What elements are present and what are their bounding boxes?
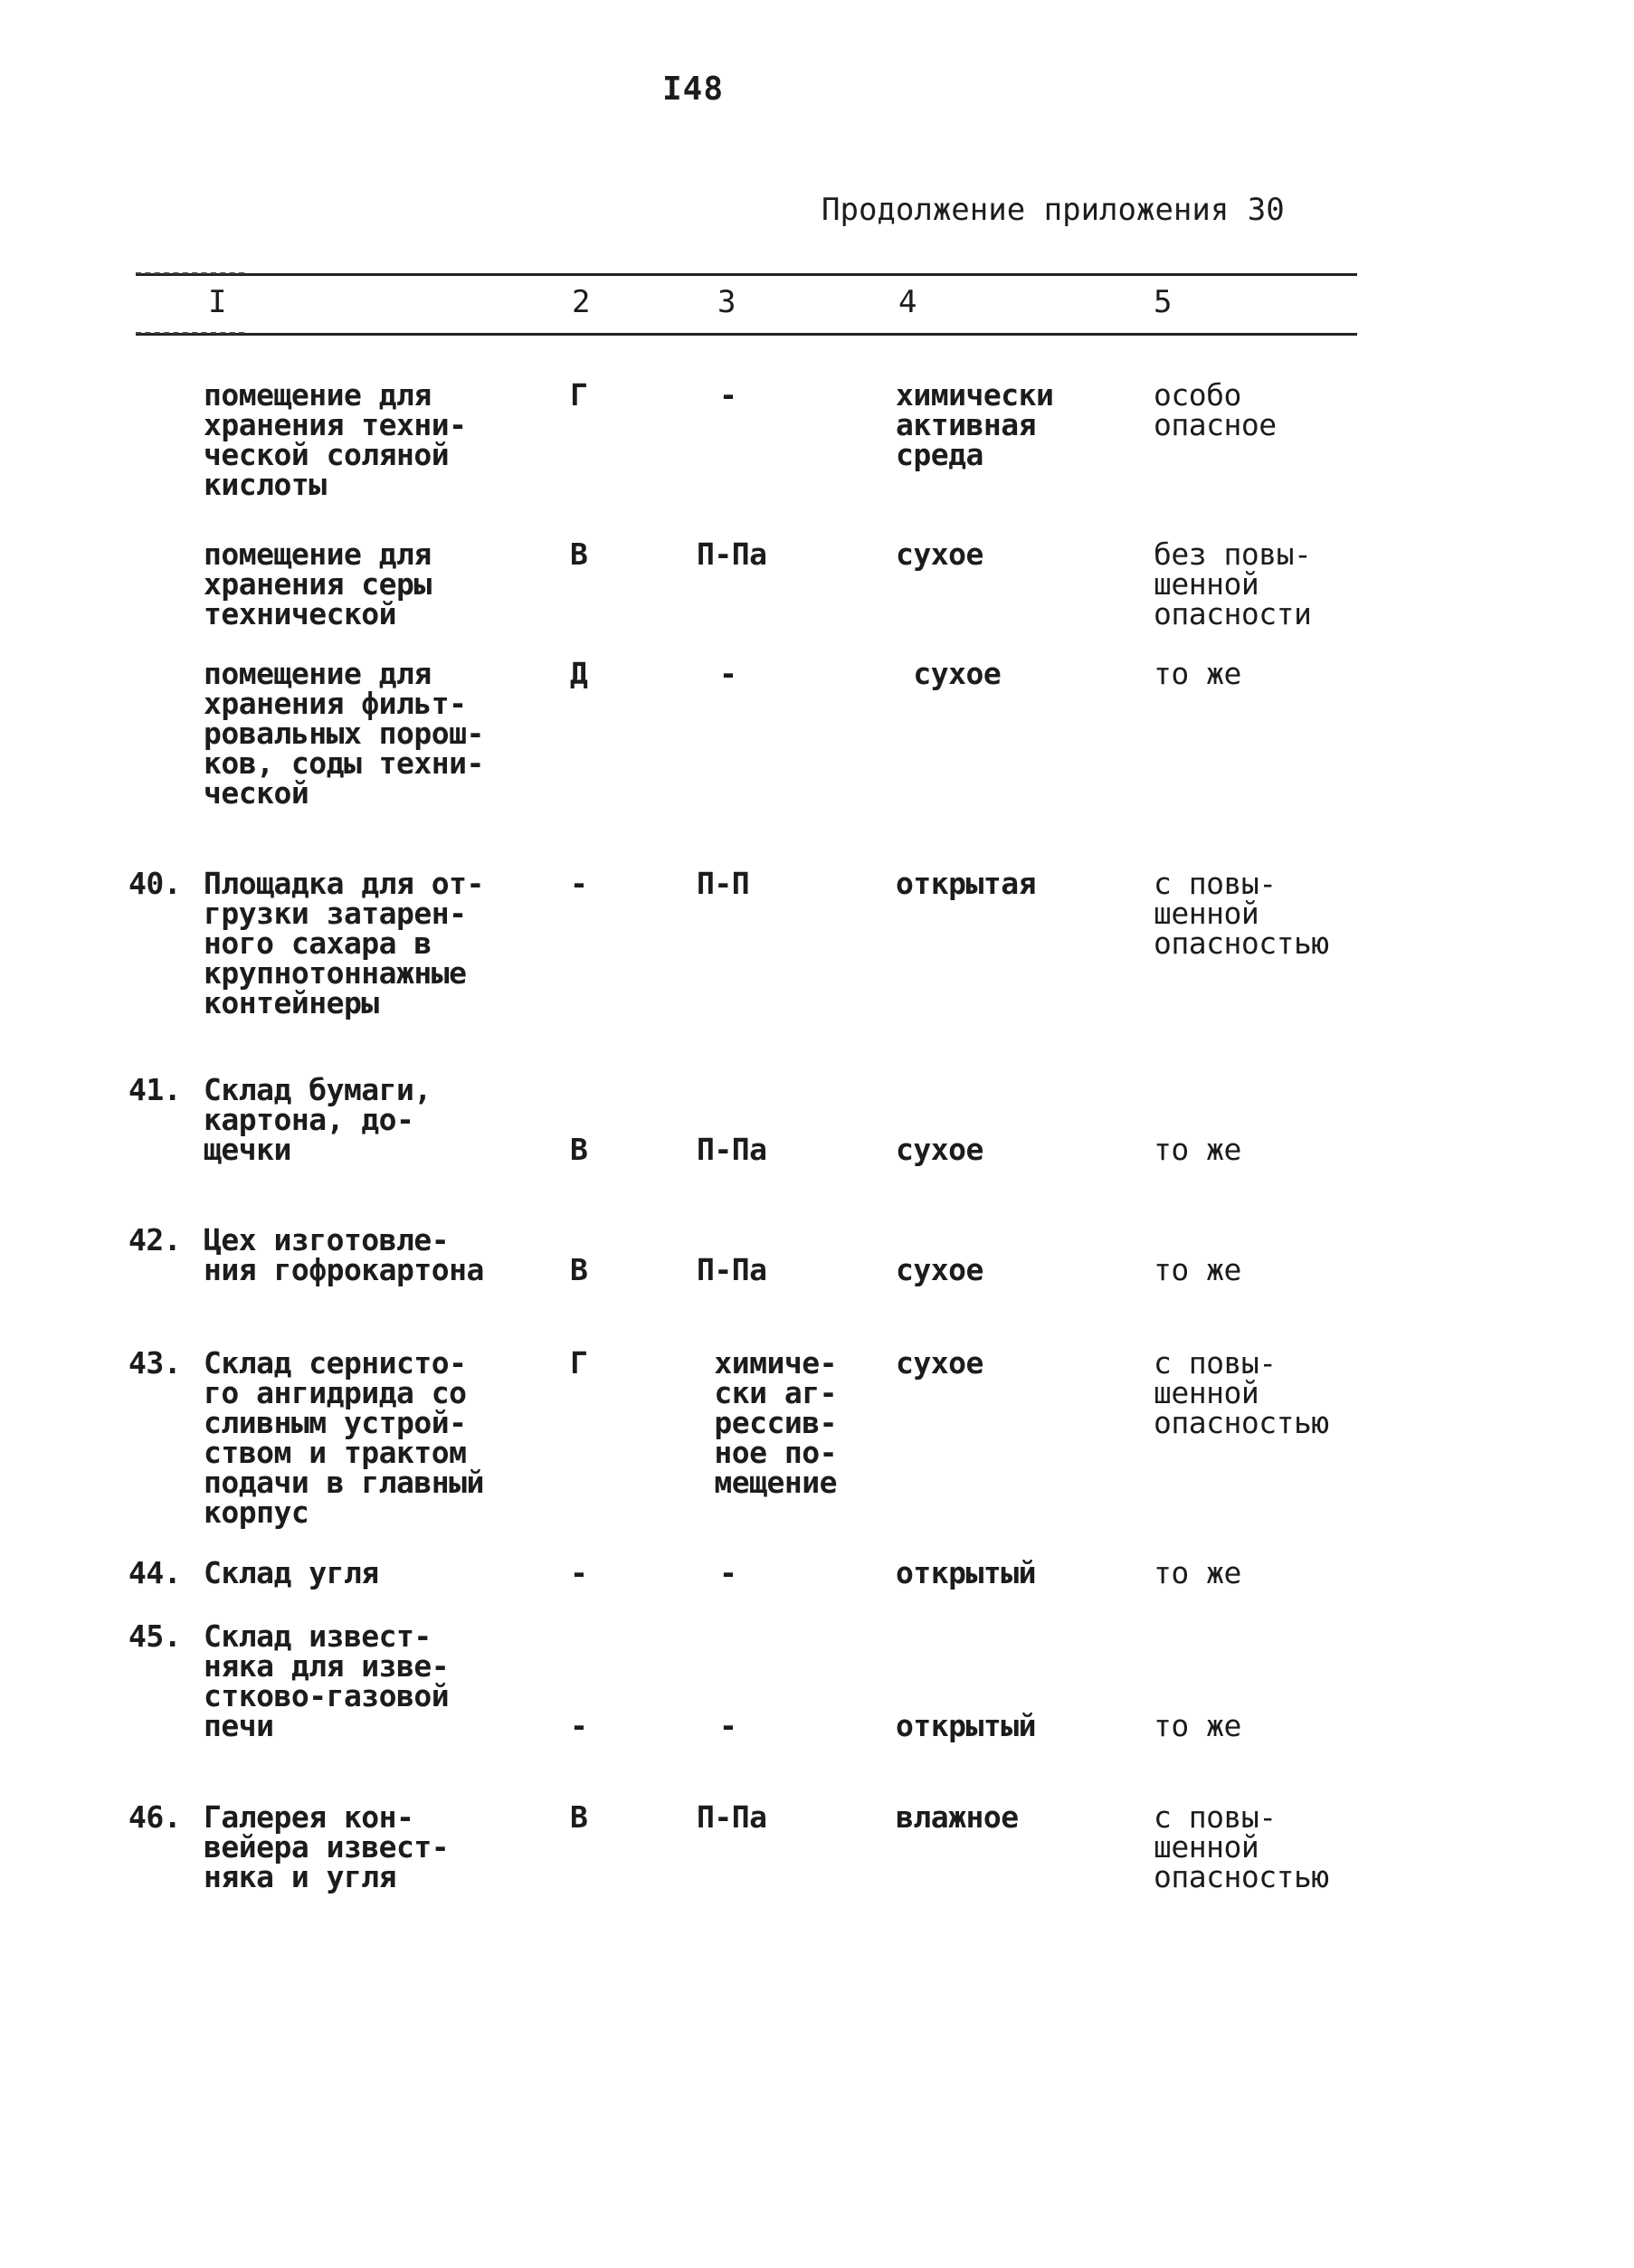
row-name: Склад извест- няка для изве- стково-газовой печи [204,1618,450,1743]
row-class: - [719,1555,737,1590]
row-name: Склад угля [204,1555,379,1590]
row-danger: с повы- шенной опасностью [1154,1345,1329,1440]
row-category: - [570,1708,588,1743]
row-name: Склад бумаги, картона, до- щечки [204,1072,432,1167]
row-class: П-Па [697,1132,767,1167]
row-number: 43. [128,1345,182,1381]
row-category: В [570,536,588,572]
row-name: помещение для хранения техни- ческой соляной кислоты [204,377,467,502]
row-environment: открытый [896,1708,1036,1743]
row-danger: то же [1154,1252,1241,1287]
row-environment: сухое [896,536,983,572]
row-number: 40. [128,866,182,901]
row-number: 41. [128,1072,182,1107]
row-danger: то же [1154,656,1241,691]
row-name: Галерея кон- вейера извест- няка и угля [204,1799,450,1894]
row-category: - [570,866,588,901]
row-environment: открытый [896,1555,1036,1590]
continuation-title: Продолжение приложения 30 [822,192,1285,228]
row-environment: сухое [896,1132,983,1167]
row-category: Д [570,656,588,691]
row-danger: без повы- шенной опасности [1154,536,1312,631]
row-class: П-Па [697,536,767,572]
row-number: 46. [128,1799,182,1835]
row-category: В [570,1132,588,1167]
row-danger: то же [1154,1132,1241,1167]
row-environment: влажное [896,1799,1019,1835]
row-number: 44. [128,1555,182,1590]
table-header-rule [136,333,1357,336]
row-category: В [570,1799,588,1835]
row-environment: сухое [896,656,1002,691]
row-environment: сухое [896,1252,983,1287]
row-class: - [719,377,737,413]
row-class: П-Па [697,1252,767,1287]
row-category: Г [570,1345,588,1381]
row-name: Площадка для от- грузки затарен- ного сахара в крупнотоннажные контейнеры [204,866,484,1020]
header-col-1: I [208,284,227,320]
row-danger: то же [1154,1708,1241,1743]
row-category: Г [570,377,588,413]
row-category: В [570,1252,588,1287]
row-danger: с повы- шенной опасностью [1154,866,1329,961]
row-class: - [719,1708,737,1743]
row-class: П-Па [697,1799,767,1835]
row-category: - [570,1555,588,1590]
row-environment: химически активная среда [896,377,1054,472]
table-top-rule [136,273,1357,276]
row-name: Склад сернисто- го ангидрида со сливным устрой- ством и трактом подачи в главный корпус [204,1345,484,1530]
row-class: химиче- ски аг- рессив- ное по- мещение [714,1345,837,1500]
row-name: помещение для хранения фильт- ровальных порош- ков, соды техни- ческой [204,656,484,811]
row-environment: открытая [896,866,1036,901]
row-number: 42. [128,1222,182,1257]
row-name: Цех изготовле- ния гофрокартона [204,1222,484,1287]
page-number: I48 [662,71,725,108]
row-name: помещение для хранения серы технической [204,536,432,631]
row-class: П-П [697,866,750,901]
row-danger: особо опасное [1154,377,1277,442]
header-col-2: 2 [572,284,591,320]
header-col-4: 4 [898,284,917,320]
row-class: - [719,656,737,691]
row-danger: с повы- шенной опасностью [1154,1799,1329,1894]
row-environment: сухое [896,1345,983,1381]
row-danger: то же [1154,1555,1241,1590]
row-number: 45. [128,1618,182,1654]
header-col-5: 5 [1154,284,1173,320]
header-col-3: 3 [717,284,736,320]
